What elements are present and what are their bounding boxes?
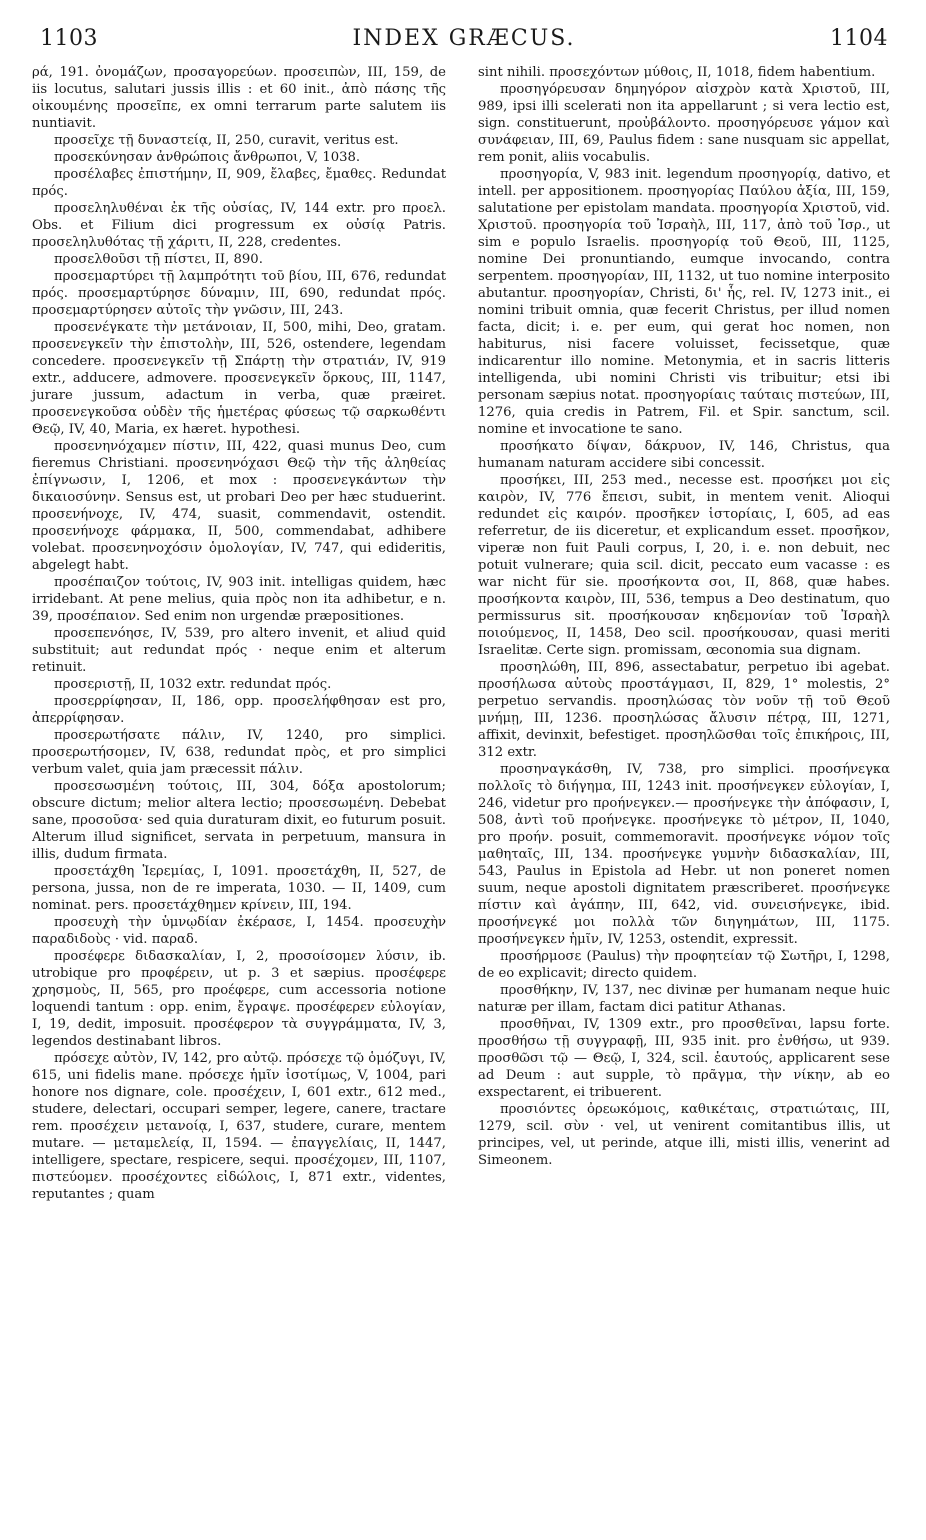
index-entry: προσερωτήσατε πάλιν, IV, 1240, pro simplici. προσερωτήσομεν, IV, 638, redundat πρὸς, et pro simplici verbum valet, quia jam præcessit πάλιν. — [32, 728, 446, 777]
page-header — [40, 26, 888, 60]
index-entry: προσθῆναι, IV, 1309 extr., pro προσθεῖναι, lapsu forte. προσθήσω τῇ συγγραφῇ, III, 935 init. pro ἐνθήσω, ut 939. προσθῶσι τῷ — Θεῷ, I, 324, scil. ἑαυτούς, applicarent sese ad Deum : aut supple, τὸ πρᾶγμα, τὴν νίκην, ab eo exspectarent, ei tribuerent. — [478, 1017, 890, 1100]
index-entry: sint nihili. προσεχόντων μύθοις, II, 1018, fidem habentium. — [478, 65, 876, 80]
index-entry: προσεκύνησαν ἀνθρώποις ἄνθρωποι, V, 1038. — [54, 150, 361, 165]
index-entry: προσεσωσμένη τούτοις, III, 304, δόξα apostolorum; obscure dictum; melior altera lectio; προσεσωμένη. Debebat sane, προσοῦσα· sed quia duraturam dixit, eo futurum posuit. Alterum illud significet, servata in perpetuum, mansura in illis, dudum firmata. — [32, 779, 446, 862]
index-entry: προσευχὴ τὴν ὑμνῳδίαν ἐκέρασε, I, 1454. προσευχὴν παραδιδοὺς · vid. παραδ. — [32, 915, 446, 947]
index-entry: προσθήκην, IV, 137, nec divinæ per humanam neque huic naturæ per illam, factam dici patitur Athanas. — [478, 983, 890, 1015]
index-entry: προσιόντες ὀρεωκόμοις, καθικέταις, στρατιώταις, III, 1279, scil. σὺν · vel, ut venirent comitantibus illis, ut principes, vel, ut perinde, atque illi, misti illis, venerint ad Simeonem. — [478, 1102, 890, 1168]
index-entry: προσετάχθη Ἱερεμίας, I, 1091. προσετάχθη, II, 527, de persona, jussa, non de re imperata, 1030. — II, 1409, cum nominat. pers. προσετάχθημεν κρίνειν, III, 194. — [32, 864, 446, 913]
index-entry: προσηλώθη, III, 896, assectabatur, perpetuo ibi agebat. προσήλωσα αὐτοὺς προστάγμασι, II, 829, 1° molestis, 2° perpetuo servandis. προσηλώσας τὸν νοῦν τῇ τοῦ Θεοῦ μνήμῃ, III, 1236. προσηλώσας ἄλυσιν πέτρᾳ, III, 1271, affixit, devinxit, befestiget. προσηλῶσθαι τοῖς ἐπικήροις, III, 312 extr. — [478, 660, 890, 760]
index-entry: προσεπενόησε, IV, 539, pro altero invenit, et aliud quid substituit; aut redundat πρός · neque enim et alterum retinuit. — [32, 626, 446, 675]
right-column — [478, 64, 890, 1169]
index-entry: ρά, 191. ὀνομάζων, προσαγορεύων. προσειπὼν, III, 159, de iis locutus, salutari jussis illis : et 60 init., ἀπὸ πάσης τῆς οἰκουμένης προσεῖπε, ex omni terrarum parte salutem iis nuntiavit. — [32, 65, 446, 131]
index-entry: προσήκατο δίψαν, δάκρυον, IV, 146, Christus, qua humanam naturam accidere sibi concessit. — [478, 439, 890, 471]
index-entry: προσήκει, III, 253 med., necesse est. προσήκει μοι εἰς καιρὸν, IV, 776 ἔπεισι, subit, in mentem venit. Alioqui redundet εἰς καιρόν. προσῆκεν ἱστορίαις, I, 605, ad eas referretur, de iis diceretur, et explicandum esset. προσῆκον, viperæ non fuit Pauli corpus, I, 20, i. e. non debuit, nec potuit vulnerare; quia scil. dicit, peccato eum vacasse : es war nicht für sie. προσήκοντα σοι, II, 868, quæ habes. προσήκοντα καιρὸν, III, 536, tempus a Deo destinatum, quo permissurus sit. προσήκουσαν κηδεμονίαν τοῦ Ἰσραὴλ ποιούμενος, II, 1458, Deo scil. προσήκουσαν, quasi meriti Israelitæ. Certe sign. promissam, œconomia sua dignam. — [478, 473, 890, 658]
index-entry: προσελθοῦσι τῇ πίστει, II, 890. — [54, 252, 263, 267]
index-entry: προσενηνόχαμεν πίστιν, III, 422, quasi munus Deo, cum fieremus Christiani. προσενηνόχασι Θεῷ τὴν τῆς ἀληθείας ἐπίγνωσιν, I, 1206, et mox : προσενεγκάντων τὴν δικαιοσύνην. Sensus est, ut probari Deo per hæc studuerint. προσενήνοχε, IV, 474, suasit, commendavit, ostendit. προσενήνοχε φάρμακα, II, 500, commendabat, adhibere volebat. προσενηνοχόσιν ὁμολογίαν, IV, 747, qui edideritis, abgelegt habt. — [32, 439, 446, 573]
index-entry: προσέπαιζον τούτοις, IV, 903 init. intelligas quidem, hæc irridebant. At pene melius, quia πρὸς non ita adhibetur, e n. 39, προσέπαιον. Sed enim non urgendæ præpositiones. — [32, 575, 446, 624]
running-title: INDEX GRÆCUS. — [352, 26, 576, 51]
index-entry: προσεληλυθέναι ἐκ τῆς οὐσίας, IV, 144 extr. pro προελ. Obs. et Filium dici progressum ex οὐσίᾳ Patris. προσεληλυθότας τῇ χάριτι, II, 228, credentes. — [32, 201, 446, 250]
index-entry: προσηγόρευσαν δημηγόρον αἰσχρὸν κατὰ Χριστοῦ, III, 989, ipsi illi scelerati non ita appellarunt ; si vera lectio est, sign. constituerunt, προὐβάλοντο. προσηγόρευσε γάμον καὶ συνάφειαν, III, 69, Paulus fidem : sane nusquam sic appellat, rem ponit, aliis vocabulis. — [478, 82, 890, 165]
index-entry: προσεμαρτύρει τῇ λαμπρότητι τοῦ βίου, III, 676, redundat πρός. προσεμαρτύρησε δύναμιν, III, 690, redundat πρός. προσεμαρτύρησεν αὐτοῖς τὴν γνῶσιν, III, 243. — [32, 269, 446, 318]
left-column — [32, 64, 446, 1203]
index-entry: προσέλαβες ἐπιστήμην, II, 909, ἔλαβες, ἔμαθες. Redundat πρός. — [32, 167, 446, 199]
index-entry: πρόσεχε αὐτὸν, IV, 142, pro αὐτῷ. πρόσεχε τῷ ὁμόζυγι, IV, 615, uni fidelis mane. πρόσεχε ἡμῖν ἰσοτίμως, V, 1004, pari honore nos dignare, cole. προσέχειν, I, 601 extr., 612 med., studere, delectari, occupari semper, legere, canere, tractare rem. προσέχειν μετανοίᾳ, I, 637, studere, curare, mentem mutare. — μεταμελείᾳ, II, 1594. — ἐπαγγελίαις, II, 1447, intelligere, spectare, respicere, sequi. προσέχομεν, III, 1107, πιστεύομεν. προσέχοντες εἰδώλοις, I, 871 extr., videntes, reputantes ; quam — [32, 1051, 446, 1202]
index-entry: προσενέγκατε τὴν μετάνοιαν, II, 500, mihi, Deo, gratam. προσενεγκεῖν τὴν ἐπιστολὴν, III, 526, ostendere, legendam concedere. προσενεγκεῖν τῇ Σπάρτῃ τὴν στρατιάν, IV, 919 extr., adducere, admovere. προσενεγκεῖν ὅρκους, III, 1147, jurare jussum, adactum in verba, quæ præiret. προσενεγκοῦσα οὐδὲν τῆς ἡμετέρας φύσεως τῷ σαρκωθέντι Θεῷ, IV, 40, Maria, ex hæret. hypothesi. — [32, 320, 446, 437]
index-entry: προσεῖχε τῇ δυναστείᾳ, II, 250, curavit, veritus est. — [54, 133, 399, 148]
index-entry: προσερρίφησαν, II, 186, opp. προσελήφθησαν est pro, ἀπερρίφησαν. — [32, 694, 446, 726]
index-entry: προσήρμοσε (Paulus) τὴν προφητείαν τῷ Σωτῆρι, I, 1298, de eo explicavit; directo quidem. — [478, 949, 890, 981]
index-entry: προσεριστῇ, II, 1032 extr. redundat πρός. — [54, 677, 332, 692]
index-entry: προσέφερε διδασκαλίαν, I, 2, προσοίσομεν λύσιν, ib. utrobique pro προφέρειν, ut p. 3 et sæpius. προσέφερε χρησμοὺς, II, 565, pro προέφερε, cum accessoria notione loquendi tantum : opp. enim, ἔγραψε. προσέφερεν εὐλογίαν, I, 19, dedit, imposuit. προσέφερον τὰ συγγράμματα, IV, 3, legendos destinabant libros. — [32, 949, 446, 1049]
index-entry: προσηγορία, V, 983 init. legendum προσηγορίᾳ, dativo, et intell. per appositionem. προσηγορίας Παύλου ἀξία, III, 159, salutatione per epistolam mandata. προσηγορία Χριστοῦ, vid. Χριστοῦ. προσηγορία τοῦ Ἰσραὴλ, III, 117, ἀπὸ τοῦ Ἰσρ., ut sim e populo Israelis. προσηγορίᾳ τοῦ Θεοῦ, III, 1125, nomine Dei pronuntiando, eumque invocando, contra serpentem. προσηγορίαν, III, 1132, ut tuo nomine interposito abutantur. προσηγορίαν, Christi, δι' ἧς, rel. IV, 1273 init., ei nomini tribuit omnia, quæ fecerit Christus, per illud nomen facta, dicit; i. e. per eum, qui gerat hoc nomen, non habiturus, nisi facere voluisset, fecissetque, quæ indicarentur illo nomine. Metonymia, et in sacris litteris intelligenda, ubi nomini Christi vis tribuitur; etsi ibi personam sæpius notat. προσηγορίαις ταύταις πιστεύων, III, 1276, quia credis in Patrem, Fil. et Spir. sanctum, scil. nomine et invocatione te sano. — [478, 167, 890, 437]
page-number-right: 1104 — [830, 26, 888, 51]
index-entry: προσηναγκάσθη, IV, 738, pro simplici. προσήνεγκα πολλοῖς τὸ διήγημα, III, 1243 init. προσήνεγκεν εὐλογίαν, I, 246, videtur pro προήνεγκεν.— προσήνεγκε τὴν ἀπόφασιν, I, 508, ἀντὶ τοῦ προήνεγκε. προσήνεγκε τὸ μέτρον, II, 1040, pro προήν. posuit, commemoravit. προσήνεγκε νόμον τοῖς μαθηταῖς, III, 134. προσήνεγκε γυμνὴν διδασκαλίαν, III, 543, Paulus in Epistola ad Hebr. ut non poneret nomen suum, neque apostoli dignitatem præscriberet. προσήνεγκε πίστιν καὶ ἀγάπην, III, 642, vid. συνεισήνεγκε, ibid. προσήνεγκέ μοι πολλὰ τῶν διηγημάτων, III, 1175. προσήνεγκεν ἡμῖν, IV, 1253, ostendit, expressit. — [478, 762, 890, 947]
page-number-left: 1103 — [40, 26, 98, 51]
